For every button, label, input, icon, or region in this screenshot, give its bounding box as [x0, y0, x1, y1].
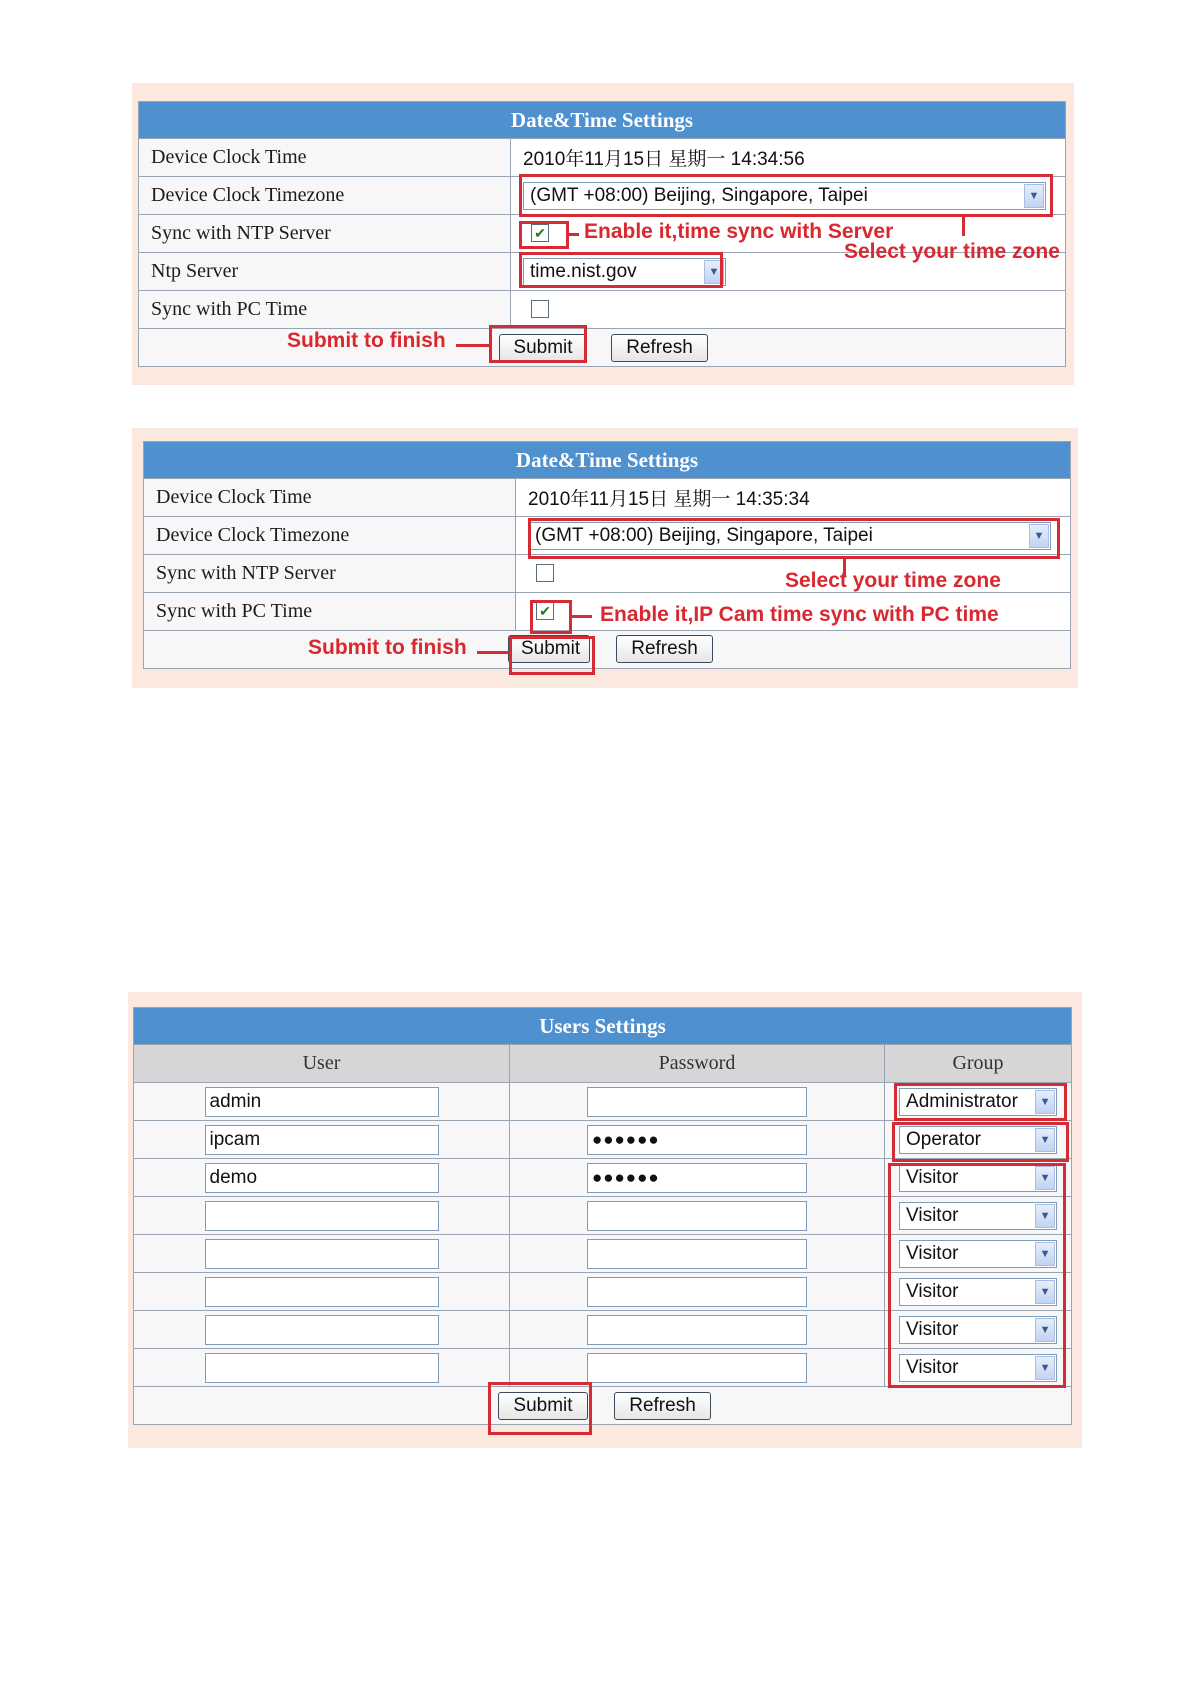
password-cell [510, 1197, 885, 1235]
device-clock-timezone-label: Device Clock Timezone [139, 177, 511, 215]
username-input[interactable] [205, 1353, 439, 1383]
table-title: Date&Time Settings [139, 102, 1066, 139]
submit-button[interactable]: Submit [508, 635, 590, 663]
password-input[interactable] [587, 1353, 807, 1383]
column-header-password: Password [510, 1045, 885, 1083]
sync-pc-checkbox[interactable] [531, 300, 549, 318]
timezone-select-value: (GMT +08:00) Beijing, Singapore, Taipei [535, 524, 873, 546]
group-select-value: Visitor [906, 1356, 959, 1378]
password-input[interactable] [587, 1315, 807, 1345]
username-input[interactable]: admin [205, 1087, 439, 1117]
group-select-value: Administrator [906, 1090, 1018, 1112]
group-select-value: Visitor [906, 1280, 959, 1302]
chevron-down-icon[interactable]: ▼ [1024, 184, 1044, 208]
visitor-group-highlight [888, 1163, 1066, 1388]
user-cell [134, 1159, 510, 1197]
annotation-submit: Submit to finish [308, 636, 467, 659]
username-input[interactable] [205, 1315, 439, 1345]
table-title: Date&Time Settings [144, 442, 1071, 479]
group-select-value: Operator [906, 1128, 981, 1150]
annotation-enable-pc: Enable it,IP Cam time sync with PC time [600, 603, 999, 626]
submit-highlight [509, 636, 595, 675]
ntp-server-highlight [519, 252, 723, 288]
checkmark-icon: ✔ [539, 603, 551, 620]
sync-pc-label: Sync with PC Time [139, 291, 511, 329]
sync-pc-label: Sync with PC Time [144, 593, 516, 631]
chevron-down-icon[interactable]: ▼ [1029, 524, 1049, 548]
annotation-connector [962, 217, 965, 236]
refresh-button[interactable]: Refresh [611, 334, 708, 362]
password-input[interactable]: ●●●●●● [587, 1125, 807, 1155]
operator-group-highlight [892, 1122, 1069, 1162]
password-cell [510, 1083, 885, 1121]
chevron-down-icon[interactable]: ▼ [1035, 1090, 1055, 1114]
annotation-select-timezone: Select your time zone [785, 569, 1001, 592]
device-clock-timezone-label: Device Clock Timezone [144, 517, 516, 555]
user-cell [134, 1349, 510, 1387]
password-input[interactable] [587, 1087, 807, 1117]
submit-button[interactable]: Submit [498, 1392, 588, 1420]
username-input[interactable] [205, 1239, 439, 1269]
group-select-value: Visitor [906, 1166, 959, 1188]
password-cell [510, 1121, 885, 1159]
column-header-user: User [134, 1045, 510, 1083]
chevron-down-icon[interactable]: ▼ [1035, 1166, 1055, 1190]
password-input[interactable]: ●●●●●● [587, 1163, 807, 1193]
pc-checkbox-highlight [530, 600, 572, 634]
submit-button[interactable]: Submit [499, 334, 587, 362]
timezone-highlight [519, 174, 1053, 217]
password-cell [510, 1159, 885, 1197]
password-cell [510, 1311, 885, 1349]
password-input[interactable] [587, 1277, 807, 1307]
admin-group-highlight [894, 1083, 1067, 1121]
username-input[interactable] [205, 1201, 439, 1231]
user-cell [134, 1197, 510, 1235]
chevron-down-icon[interactable]: ▼ [1035, 1318, 1055, 1342]
chevron-down-icon[interactable]: ▼ [1035, 1204, 1055, 1228]
username-input[interactable]: demo [205, 1163, 439, 1193]
annotation-select-timezone: Select your time zone [844, 240, 1060, 263]
annotation-connector [477, 651, 511, 654]
group-select-value: Visitor [906, 1242, 959, 1264]
ntp-server-label: Ntp Server [139, 253, 511, 291]
sync-pc-cell [511, 291, 1066, 329]
annotation-connector [456, 344, 490, 347]
column-header-group: Group [885, 1045, 1072, 1083]
annotation-enable-ntp: Enable it,time sync with Server [584, 220, 894, 243]
password-cell [510, 1235, 885, 1273]
password-cell [510, 1349, 885, 1387]
submit-highlight [489, 325, 587, 363]
password-input[interactable] [587, 1239, 807, 1269]
sync-ntp-label: Sync with NTP Server [144, 555, 516, 593]
annotation-connector [569, 233, 579, 236]
sync-ntp-label: Sync with NTP Server [139, 215, 511, 253]
ntp-server-select-value: time.nist.gov [530, 260, 637, 282]
chevron-down-icon[interactable]: ▼ [704, 260, 724, 284]
ntp-checkbox-highlight [519, 221, 569, 249]
button-row [144, 631, 1071, 669]
annotation-connector [572, 615, 592, 618]
chevron-down-icon[interactable]: ▼ [1035, 1242, 1055, 1266]
user-cell [134, 1311, 510, 1349]
device-clock-time-label: Device Clock Time [144, 479, 516, 517]
submit-highlight [488, 1382, 592, 1435]
table-title: Users Settings [134, 1008, 1072, 1045]
timezone-select-value: (GMT +08:00) Beijing, Singapore, Taipei [530, 184, 868, 206]
group-select-value: Visitor [906, 1318, 959, 1340]
password-input[interactable] [587, 1201, 807, 1231]
username-input[interactable] [205, 1277, 439, 1307]
sync-ntp-checkbox[interactable] [536, 564, 554, 582]
annotation-submit: Submit to finish [287, 329, 446, 352]
timezone-highlight [528, 518, 1060, 559]
chevron-down-icon[interactable]: ▼ [1035, 1128, 1055, 1152]
group-select-value: Visitor [906, 1204, 959, 1226]
refresh-button[interactable]: Refresh [616, 635, 713, 663]
checkmark-icon: ✔ [534, 225, 546, 242]
device-clock-time-value: 2010年11月15日 星期一 14:34:56 [511, 139, 1066, 177]
button-row [134, 1387, 1072, 1425]
chevron-down-icon[interactable]: ▼ [1035, 1280, 1055, 1304]
device-clock-time-value: 2010年11月15日 星期一 14:35:34 [516, 479, 1071, 517]
button-row [139, 329, 1066, 367]
user-cell [134, 1121, 510, 1159]
chevron-down-icon[interactable]: ▼ [1035, 1356, 1055, 1380]
username-input[interactable]: ipcam [205, 1125, 439, 1155]
user-cell [134, 1273, 510, 1311]
device-clock-time-label: Device Clock Time [139, 139, 511, 177]
refresh-button[interactable]: Refresh [614, 1392, 711, 1420]
user-cell [134, 1235, 510, 1273]
user-cell [134, 1083, 510, 1121]
password-cell [510, 1273, 885, 1311]
